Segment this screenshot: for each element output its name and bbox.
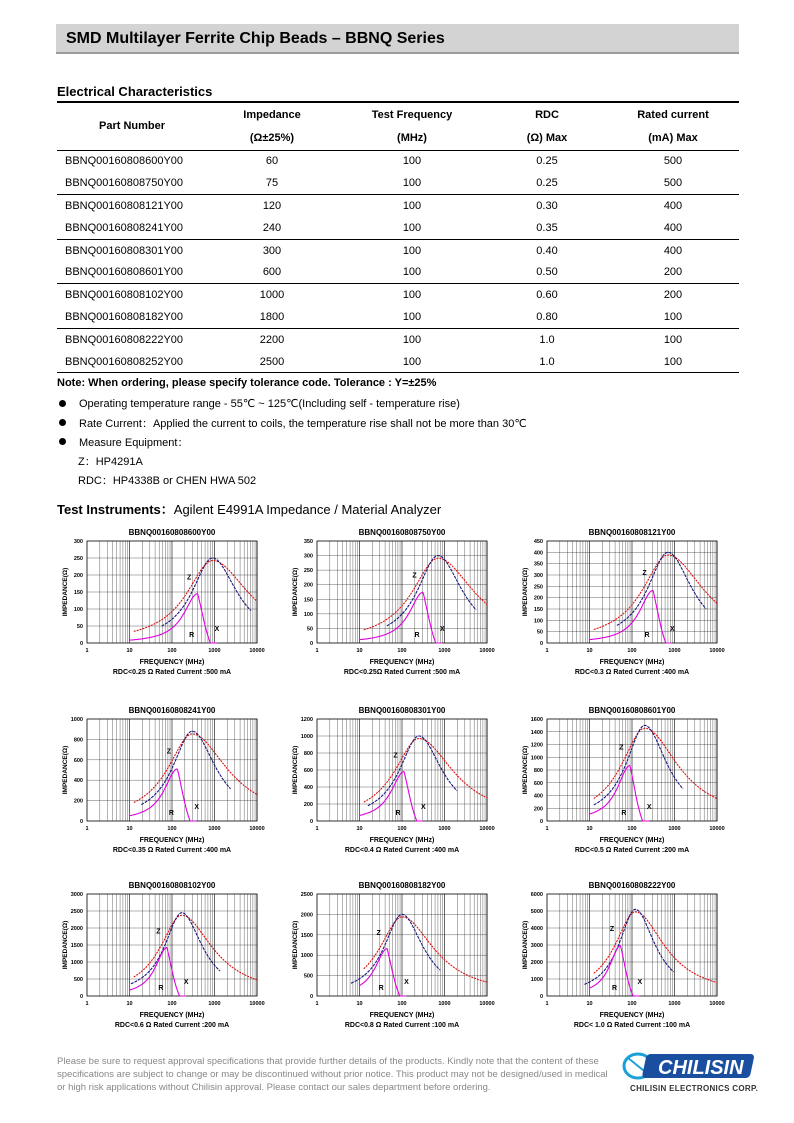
col-frequency-unit: (MHz) — [337, 126, 487, 150]
bullet-icon — [59, 419, 66, 426]
y-tick-label: 0 — [539, 994, 543, 1000]
curve-label-x: X — [183, 979, 189, 986]
impedance-chart — [57, 880, 277, 1040]
chart-title: BBNQ00160808600Y00 — [128, 528, 216, 537]
x-tick-label: 10000 — [249, 648, 265, 654]
cell-frequency: 100 — [402, 155, 422, 168]
bullet-item: Operating temperature range - 55℃ ~ 125℃(Including self - temperature rise) — [57, 394, 527, 413]
curve-label-x: X — [637, 979, 643, 986]
cell-frequency: 100 — [402, 199, 422, 212]
y-tick-label: 600 — [73, 757, 83, 764]
curve-label-z: Z — [156, 928, 161, 936]
chart-svg — [517, 705, 737, 865]
y-tick-label: 350 — [533, 561, 543, 568]
cell-part-number: BBNQ00160808222Y00 — [65, 333, 184, 346]
y-axis-label: IMPEDANCE(Ω) — [292, 920, 299, 970]
cell-current: 500 — [663, 155, 683, 168]
curve-label-z: Z — [393, 752, 398, 760]
col-current: Rated current — [607, 102, 739, 126]
x-tick-label: 100 — [397, 826, 407, 832]
chart-svg — [57, 880, 277, 1040]
bullet-item: Measure Equipment： — [57, 432, 527, 451]
cell-part-number: BBNQ00160808600Y00 — [65, 155, 184, 168]
table-row — [57, 217, 739, 239]
x-tick-label: 1 — [545, 1001, 549, 1007]
cell-part-number: BBNQ00160808121Y00 — [65, 199, 184, 212]
cell-part-number: BBNQ00160808301Y00 — [65, 244, 184, 257]
y-tick-label: 2000 — [70, 926, 83, 932]
curve-label-r: R — [644, 632, 650, 639]
cell-impedance: 2200 — [259, 333, 285, 346]
cell-frequency: 100 — [402, 333, 422, 346]
chart-title: BBNQ00160808601Y00 — [588, 706, 676, 715]
svg-text:CHILISIN: CHILISIN — [658, 1057, 744, 1079]
cell-impedance: 1000 — [259, 289, 285, 302]
cell-rdc: 0.30 — [536, 199, 558, 212]
chart-svg — [287, 880, 507, 1040]
x-axis-label: FREQUENCY (MHz) — [599, 837, 665, 844]
chart-svg — [57, 705, 277, 865]
cell-part-number: BBNQ00160808102Y00 — [65, 289, 184, 302]
y-tick-label: 100 — [533, 618, 543, 625]
y-tick-label: 500 — [73, 977, 83, 983]
cell-impedance: 240 — [207, 217, 337, 239]
chart-title: BBNQ00160808301Y00 — [358, 706, 446, 715]
x-tick-label: 1 — [315, 648, 319, 654]
cell-rdc: 1.0 — [539, 333, 555, 346]
chart-title: BBNQ00160808222Y00 — [588, 881, 676, 890]
curve-label-x: X — [670, 626, 675, 633]
y-tick-label: 50 — [76, 624, 83, 630]
y-tick-label: 350 — [303, 539, 313, 545]
bullet-icon — [59, 400, 66, 407]
x-tick-label: 1000 — [208, 648, 221, 654]
curve-label-x: X — [214, 626, 220, 633]
chart-caption: RDC<0.25 Ω Rated Current :500 mA — [112, 669, 232, 676]
cell-current: 400 — [663, 199, 683, 212]
cell-current: 100 — [607, 306, 739, 328]
y-tick-label: 5000 — [530, 909, 543, 915]
cell-part-number: BBNQ00160808252Y00 — [57, 351, 207, 373]
curve-label-x: X — [194, 804, 200, 811]
cell-impedance: 75 — [207, 172, 337, 194]
cell-impedance: 1800 — [207, 306, 337, 328]
x-axis-label: FREQUENCY (MHz) — [139, 837, 205, 844]
cell-current: 400 — [663, 244, 683, 257]
cell-rdc: 0.25 — [487, 172, 607, 194]
chart-title: BBNQ00160808750Y00 — [358, 528, 446, 537]
cell-part-number: BBNQ00160808750Y00 — [57, 172, 207, 194]
x-tick-label: 1 — [315, 1001, 319, 1007]
x-tick-label: 1000 — [208, 1001, 221, 1007]
curve-label-x: X — [404, 979, 409, 986]
cell-rdc: 0.50 — [487, 261, 607, 283]
col-part-number: Part Number — [57, 102, 207, 150]
chart-caption: RDC<0.3 Ω Rated Current :400 mA — [574, 669, 690, 676]
cell-rdc: 0.40 — [536, 244, 558, 257]
x-tick-label: 10 — [126, 1001, 133, 1007]
y-tick-label: 150 — [533, 607, 543, 613]
y-tick-label: 400 — [303, 785, 313, 791]
y-tick-label: 1500 — [300, 932, 313, 939]
impedance-chart — [517, 527, 737, 687]
cell-rdc: 0.35 — [487, 217, 607, 239]
cell-frequency: 100 — [337, 172, 487, 194]
impedance-chart — [287, 880, 507, 1040]
chilisin-logo — [622, 1048, 762, 1098]
y-tick-label: 450 — [533, 539, 543, 545]
x-tick-label: 1000 — [438, 826, 451, 832]
y-tick-label: 200 — [533, 595, 543, 602]
col-impedance-unit: (Ω±25%) — [207, 126, 337, 150]
order-note: Note: When ordering, please specify tolerance code. Tolerance : Y=±25% — [57, 377, 437, 389]
y-tick-label: 1000 — [530, 977, 543, 983]
electrical-table — [57, 101, 739, 373]
chart-svg — [287, 527, 507, 687]
x-axis-label: FREQUENCY (MHz) — [369, 1012, 435, 1019]
cell-rdc: 0.80 — [487, 306, 607, 328]
x-tick-label: 1 — [545, 648, 549, 654]
y-tick-label: 1600 — [530, 717, 543, 723]
chart-caption: RDC<0.25Ω Rated Current :500 mA — [343, 669, 461, 676]
bullet-icon — [59, 438, 66, 445]
curve-label-z: Z — [412, 572, 417, 580]
cell-current: 400 — [607, 217, 739, 239]
impedance-chart — [517, 705, 737, 865]
cell-impedance: 300 — [262, 244, 282, 257]
table-row — [57, 351, 739, 373]
y-tick-label: 800 — [73, 737, 83, 744]
curve-label-z: Z — [609, 925, 615, 933]
chart-svg — [287, 705, 507, 865]
y-tick-label: 150 — [73, 590, 83, 596]
y-axis-label: IMPEDANCE(Ω) — [292, 567, 299, 617]
y-tick-label: 200 — [73, 798, 83, 805]
impedance-chart — [57, 527, 277, 687]
table-row — [57, 239, 739, 261]
chart-title: BBNQ00160808102Y00 — [128, 881, 216, 890]
x-tick-label: 10000 — [249, 1001, 265, 1007]
y-tick-label: 2500 — [70, 909, 83, 915]
y-tick-label: 0 — [539, 819, 543, 825]
y-axis-label: IMPEDANCE(Ω) — [522, 567, 529, 617]
bullet-item: Rate Current：Applied the current to coils, the temperature rise shall not be more than 30℃ — [57, 413, 527, 432]
chart-title: BBNQ00160808121Y00 — [588, 528, 676, 537]
x-tick-label: 100 — [627, 1001, 637, 1007]
y-tick-label: 0 — [309, 819, 313, 825]
y-tick-label: 250 — [533, 584, 543, 591]
y-tick-label: 1000 — [300, 953, 313, 960]
curve-label-r: R — [378, 985, 384, 992]
title-bar — [56, 24, 739, 54]
table-row — [57, 328, 739, 350]
impedance-chart — [517, 880, 737, 1040]
y-tick-label: 3000 — [70, 892, 83, 898]
y-tick-label: 0 — [309, 641, 313, 647]
cell-frequency: 100 — [337, 261, 487, 283]
table-row — [57, 284, 739, 306]
x-tick-label: 1 — [85, 826, 89, 832]
section-heading: Electrical Characteristics — [57, 84, 213, 99]
y-tick-label: 0 — [539, 641, 543, 647]
x-tick-label: 10000 — [709, 648, 725, 654]
x-tick-label: 1000 — [668, 1001, 681, 1007]
chart-title: BBNQ00160808241Y00 — [128, 706, 216, 715]
chart-caption: RDC< 1.0 Ω Rated Current :100 mA — [573, 1022, 691, 1029]
y-tick-label: 300 — [533, 573, 543, 579]
y-tick-label: 0 — [79, 994, 83, 1000]
x-tick-label: 100 — [167, 648, 177, 654]
cell-current: 200 — [607, 261, 739, 283]
cell-rdc: 0.60 — [536, 289, 558, 302]
table-row — [57, 306, 739, 328]
corp-name: CHILISIN ELECTRONICS CORP. — [630, 1084, 759, 1093]
y-tick-label: 2000 — [300, 912, 313, 919]
y-tick-label: 4000 — [530, 926, 543, 932]
y-tick-label: 200 — [303, 582, 313, 589]
curve-label-x: X — [421, 804, 426, 811]
curve-label-z: Z — [642, 570, 647, 577]
page-title: SMD Multilayer Ferrite Chip Beads – BBNQ Series — [66, 30, 445, 47]
x-tick-label: 10 — [356, 1001, 363, 1007]
col-rdc-unit: (Ω) Max — [487, 126, 607, 150]
col-frequency: Test Frequency — [337, 102, 487, 126]
logo-mark — [622, 1048, 762, 1084]
y-tick-label: 0 — [79, 641, 83, 647]
curve-label-r: R — [395, 810, 401, 817]
curve-label-r: R — [189, 632, 195, 639]
y-tick-label: 250 — [73, 556, 83, 562]
cell-frequency: 100 — [402, 244, 422, 257]
y-tick-label: 400 — [73, 778, 83, 785]
y-tick-label: 600 — [533, 780, 543, 787]
x-axis-label: FREQUENCY (MHz) — [369, 837, 435, 844]
y-tick-label: 600 — [303, 768, 313, 774]
curve-label-r: R — [414, 632, 420, 639]
col-rdc: RDC — [487, 102, 607, 126]
table-row — [57, 195, 739, 217]
y-tick-label: 400 — [533, 793, 543, 800]
cell-current: 100 — [607, 351, 739, 373]
curve-label-z: Z — [619, 744, 624, 752]
x-tick-label: 10000 — [479, 826, 495, 832]
x-tick-label: 1 — [85, 1001, 89, 1007]
y-tick-label: 800 — [303, 751, 313, 757]
y-axis-label: IMPEDANCE(Ω) — [292, 745, 299, 795]
y-tick-label: 0 — [309, 994, 313, 1000]
col-impedance: Impedance — [207, 102, 337, 126]
y-tick-label: 150 — [303, 597, 313, 604]
curve-label-r: R — [168, 810, 174, 817]
x-axis-label: FREQUENCY (MHz) — [369, 659, 435, 666]
spec-bullets — [57, 394, 527, 489]
impedance-chart — [287, 527, 507, 687]
x-tick-label: 10 — [356, 826, 363, 832]
x-tick-label: 10000 — [479, 1001, 495, 1007]
y-axis-label: IMPEDANCE(Ω) — [62, 745, 69, 795]
x-tick-label: 1 — [315, 826, 319, 832]
y-tick-label: 50 — [536, 629, 543, 636]
x-tick-label: 10 — [586, 648, 593, 654]
chart-svg — [57, 527, 277, 687]
y-tick-label: 1500 — [70, 943, 83, 949]
y-tick-label: 50 — [306, 626, 313, 633]
col-current-unit: (mA) Max — [607, 126, 739, 150]
chart-svg — [517, 527, 737, 687]
cell-impedance: 2500 — [207, 351, 337, 373]
footer-disclaimer: Please be sure to request approval specifications that provide further details of the products. Kindly note that the content of these specifications are subject to change or may be discontinued without prior notice. This product may not be designed/used in medical or high risk applications without Chilisin approval. Please contact our sales department before ordering. — [57, 1056, 608, 1093]
x-tick-label: 1 — [85, 648, 89, 654]
cell-frequency: 100 — [402, 289, 422, 302]
x-axis-label: FREQUENCY (MHz) — [599, 1012, 665, 1019]
cell-frequency: 100 — [337, 306, 487, 328]
y-axis-label: IMPEDANCE(Ω) — [522, 745, 529, 795]
x-tick-label: 10 — [356, 648, 363, 654]
x-tick-label: 100 — [397, 1001, 407, 1007]
y-axis-label: IMPEDANCE(Ω) — [62, 567, 69, 617]
test-instruments: Test Instruments：Agilent E4991A Impedance / Material Analyzer — [57, 502, 442, 517]
x-tick-label: 1 — [545, 826, 549, 832]
curve-label-r: R — [611, 985, 618, 992]
y-tick-label: 1000 — [70, 960, 83, 966]
x-tick-label: 100 — [627, 648, 637, 654]
y-tick-label: 1400 — [530, 729, 543, 736]
y-tick-label: 3000 — [530, 943, 543, 949]
curve-label-x: X — [646, 804, 652, 811]
impedance-chart — [57, 705, 277, 865]
x-tick-label: 100 — [167, 1001, 177, 1007]
x-axis-label: FREQUENCY (MHz) — [599, 659, 665, 666]
table-row — [57, 172, 739, 194]
y-tick-label: 200 — [73, 573, 83, 579]
x-tick-label: 10000 — [249, 826, 265, 832]
table-row — [57, 150, 739, 172]
x-tick-label: 1000 — [438, 1001, 451, 1007]
cell-part-number: BBNQ00160808241Y00 — [57, 217, 207, 239]
y-tick-label: 2500 — [300, 892, 313, 898]
y-tick-label: 200 — [303, 802, 313, 808]
y-tick-label: 300 — [73, 539, 83, 545]
x-tick-label: 1000 — [668, 826, 681, 832]
y-tick-label: 100 — [303, 611, 313, 618]
curve-label-r: R — [158, 985, 164, 992]
y-tick-label: 1000 — [70, 717, 83, 723]
y-tick-label: 1200 — [530, 742, 543, 749]
curve-label-z: Z — [376, 929, 381, 937]
equip-rdc: RDC：HP4338B or CHEN HWA 502 — [78, 474, 257, 487]
chart-svg — [517, 880, 737, 1040]
cell-impedance: 120 — [262, 199, 282, 212]
curve-label-z: Z — [166, 748, 172, 756]
cell-current: 200 — [663, 289, 683, 302]
x-tick-label: 10 — [126, 648, 133, 654]
cell-part-number: BBNQ00160808182Y00 — [57, 306, 207, 328]
cell-rdc: 1.0 — [487, 351, 607, 373]
y-tick-label: 100 — [73, 607, 83, 613]
cell-current: 100 — [663, 333, 683, 346]
y-tick-label: 1200 — [300, 717, 313, 723]
cell-frequency: 100 — [337, 217, 487, 239]
y-axis-label: IMPEDANCE(Ω) — [522, 920, 529, 970]
x-tick-label: 100 — [627, 826, 637, 832]
curve-label-z: Z — [187, 574, 192, 582]
x-tick-label: 1000 — [668, 648, 681, 654]
chart-caption: RDC<0.4 Ω Rated Current :400 mA — [344, 847, 460, 854]
chart-title: BBNQ00160808182Y00 — [358, 881, 446, 890]
y-tick-label: 400 — [533, 550, 543, 557]
cell-frequency: 100 — [337, 351, 487, 373]
equip-z: Z：HP4291A — [78, 455, 143, 468]
table-row — [57, 261, 739, 283]
x-tick-label: 100 — [397, 648, 407, 654]
chart-caption: RDC<0.5 Ω Rated Current :200 mA — [574, 847, 690, 854]
cell-current: 500 — [607, 172, 739, 194]
curve-label-r: R — [621, 810, 627, 817]
chart-caption: RDC<0.6 Ω Rated Current :200 mA — [114, 1022, 230, 1029]
y-tick-label: 1000 — [530, 755, 543, 762]
y-axis-label: IMPEDANCE(Ω) — [62, 920, 69, 970]
chart-caption: RDC<0.35 Ω Rated Current :400 mA — [112, 847, 232, 854]
y-tick-label: 1000 — [300, 734, 313, 740]
x-tick-label: 10000 — [479, 648, 495, 654]
x-tick-label: 100 — [167, 826, 177, 832]
x-axis-label: FREQUENCY (MHz) — [139, 659, 205, 666]
x-tick-label: 1000 — [438, 648, 451, 654]
x-tick-label: 10000 — [709, 826, 725, 832]
y-tick-label: 6000 — [530, 892, 543, 898]
cell-part-number: BBNQ00160808601Y00 — [57, 261, 207, 283]
y-tick-label: 200 — [533, 806, 543, 813]
x-tick-label: 10000 — [709, 1001, 725, 1007]
y-tick-label: 2000 — [530, 960, 543, 966]
y-tick-label: 500 — [303, 973, 313, 980]
curve-label-x: X — [440, 626, 445, 633]
y-tick-label: 800 — [533, 768, 543, 774]
y-tick-label: 0 — [79, 819, 83, 825]
cell-impedance: 60 — [265, 155, 279, 168]
x-tick-label: 10 — [586, 826, 593, 832]
x-tick-label: 10 — [586, 1001, 593, 1007]
cell-impedance: 600 — [207, 261, 337, 283]
x-axis-label: FREQUENCY (MHz) — [139, 1012, 205, 1019]
impedance-chart — [287, 705, 507, 865]
x-tick-label: 1000 — [208, 826, 221, 832]
chart-caption: RDC<0.8 Ω Rated Current :100 mA — [344, 1022, 460, 1029]
y-tick-label: 300 — [303, 553, 313, 560]
cell-rdc: 0.25 — [536, 155, 558, 168]
x-tick-label: 10 — [126, 826, 133, 832]
y-tick-label: 250 — [303, 568, 313, 575]
